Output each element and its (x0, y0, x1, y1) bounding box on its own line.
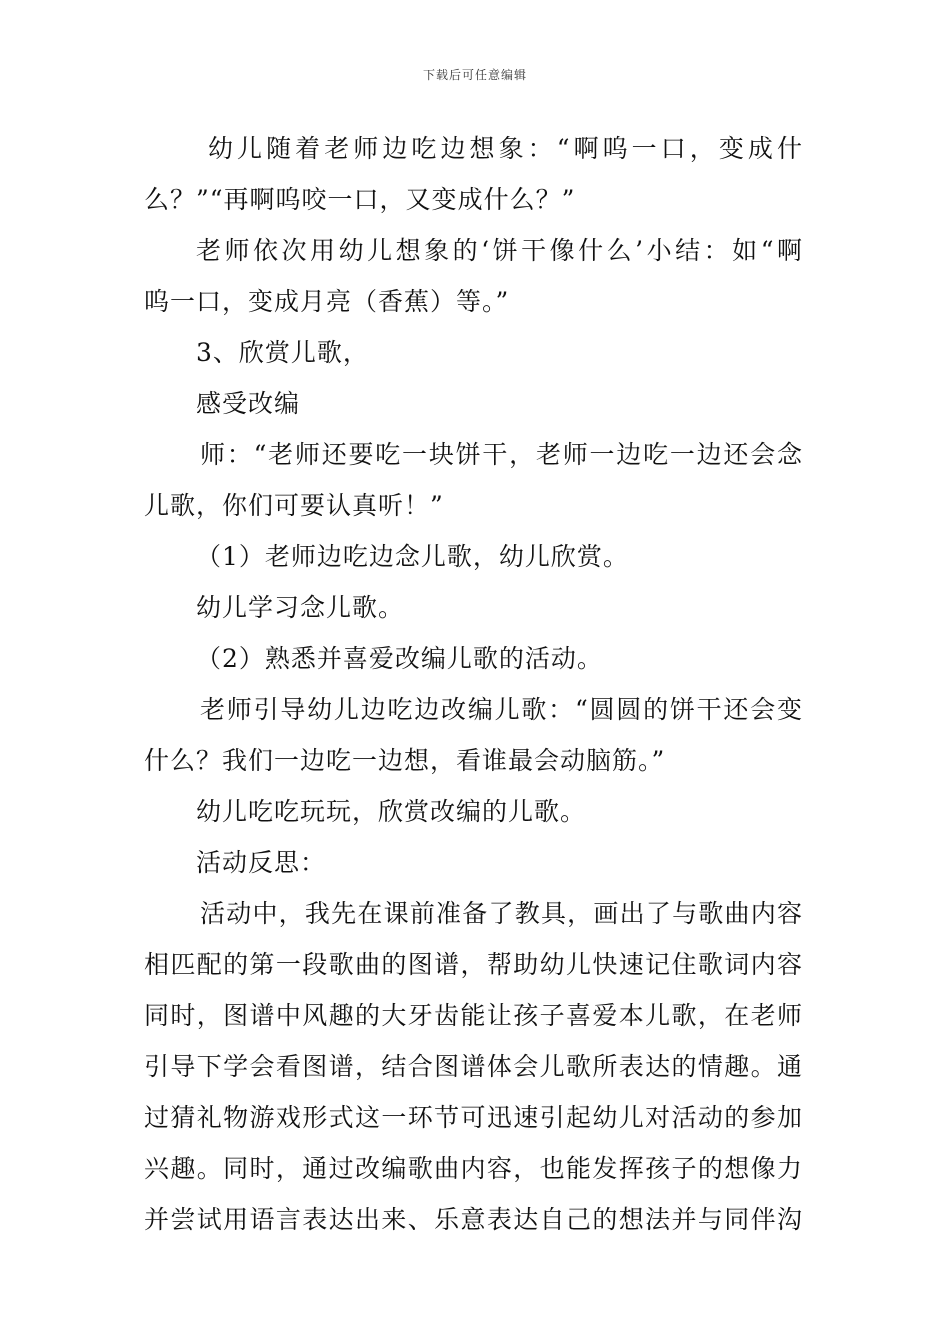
text-line-5: 3、欣赏儿歌， (196, 338, 369, 367)
text-line-18: 同时，图谱中风趣的大牙齿能让孩子喜爱本儿歌，在老师 (144, 1001, 803, 1030)
page-header-note: 下载后可任意编辑 (422, 68, 527, 82)
text-line-1: 幼儿随着老师边吃边想象：“啊呜一口，变成什 (208, 134, 803, 163)
text-line-13: 什么？我们一边吃一边想，看谁最会动脑筋。” (144, 746, 666, 775)
text-line-6: 感受改编 (196, 389, 301, 418)
text-line-8: 儿歌，你们可要认真听！” (144, 491, 444, 520)
text-line-21: 兴趣。同时，通过改编歌曲内容，也能发挥孩子的想像力 (144, 1154, 803, 1183)
text-line-17: 相匹配的第一段歌曲的图谱，帮助幼儿快速记住歌词内容 (144, 950, 803, 979)
text-line-14: 幼儿吃吃玩玩，欣赏改编的儿歌。 (196, 797, 587, 826)
text-line-11: （2）熟悉并喜爱改编儿歌的活动。 (196, 644, 603, 673)
text-line-9: （1）老师边吃边念儿歌，幼儿欣赏。 (196, 542, 629, 571)
text-line-20: 过猜礼物游戏形式这一环节可迅速引起幼儿对活动的参加 (144, 1103, 803, 1132)
text-line-16: 活动中，我先在课前准备了教具，画出了与歌曲内容 (200, 899, 803, 928)
text-line-7: 师：“老师还要吃一块饼干，老师一边吃一边还会念 (200, 440, 803, 469)
text-line-10: 幼儿学习念儿歌。 (196, 593, 405, 622)
text-line-12: 老师引导幼儿边吃边改编儿歌：“圆圆的饼干还会变 (200, 695, 803, 724)
text-line-3: 老师依次用幼儿想象的‘饼干像什么’小结：如“啊 (196, 236, 803, 265)
text-line-15: 活动反思： (196, 848, 327, 877)
text-line-22: 并尝试用语言表达出来、乐意表达自己的想法并与同伴沟 (144, 1205, 803, 1234)
text-line-4: 呜一口，变成月亮（香蕉）等。” (144, 287, 510, 316)
text-line-2: 么？”“再啊呜咬一口，又变成什么？” (144, 185, 576, 214)
text-line-19: 引导下学会看图谱，结合图谱体会儿歌所表达的情趣。通 (144, 1052, 803, 1081)
